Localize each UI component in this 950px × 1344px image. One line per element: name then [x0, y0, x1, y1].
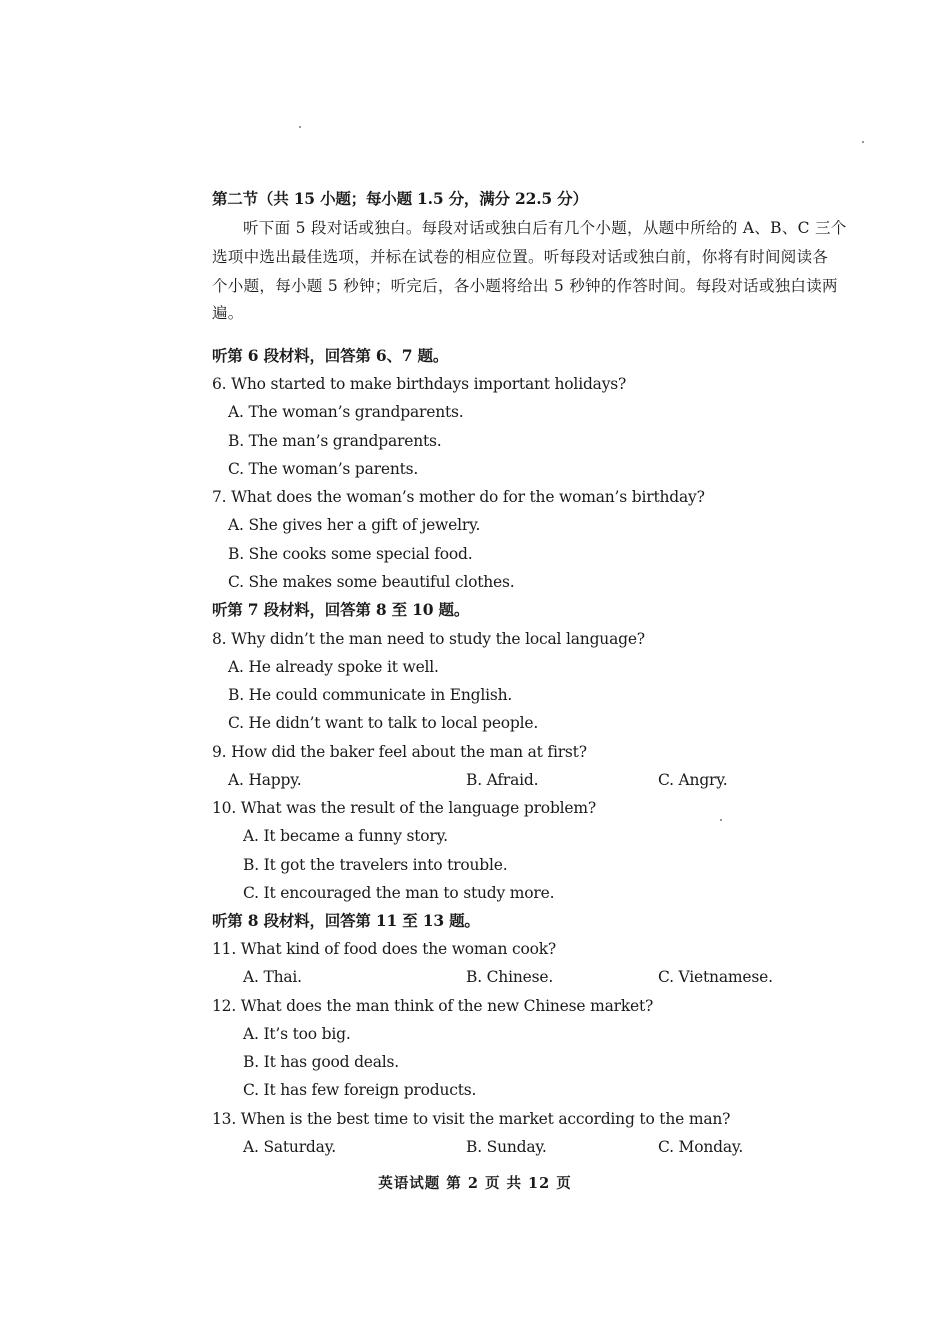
section-intro-line: 个小题，每小题 5 秒钟；听完后，各小题将给出 5 秒钟的作答时间。每段对话或独白读两: [212, 277, 838, 295]
answer-option: C. He didn’t want to talk to local people.: [228, 714, 539, 732]
answer-option: B. He could communicate in English.: [228, 686, 513, 704]
answer-option: A. Saturday.: [243, 1138, 336, 1156]
answer-option: C. The woman’s parents.: [228, 460, 419, 478]
question-text: 6. Who started to make birthdays important holidays?: [212, 375, 627, 393]
answer-option: B. Chinese.: [466, 968, 554, 986]
page-footer: 英语试题 第 2 页 共 12 页: [378, 1175, 572, 1192]
question-text: 8. Why didn’t the man need to study the local language?: [212, 630, 645, 648]
scan-speck: [299, 126, 301, 128]
passage-heading: 听第 7 段材料，回答第 8 至 10 题。: [212, 600, 470, 619]
section-intro-line: 选项中选出最佳选项，并标在试卷的相应位置。听每段对话或独白前，你将有时间阅读各: [212, 248, 829, 266]
passage-heading: 听第 6 段材料，回答第 6、7 题。: [212, 346, 449, 365]
answer-option: A. The woman’s grandparents.: [228, 403, 464, 421]
answer-option: B. It has good deals.: [243, 1053, 400, 1071]
question-text: 11. What kind of food does the woman cook?: [212, 940, 557, 958]
answer-option: A. Happy.: [228, 771, 302, 789]
answer-option: B. Sunday.: [466, 1138, 547, 1156]
answer-option: C. It encouraged the man to study more.: [243, 884, 555, 902]
question-text: 12. What does the man think of the new Chinese market?: [212, 997, 654, 1015]
section-intro-line: 遍。: [212, 304, 244, 322]
answer-option: C. It has few foreign products.: [243, 1081, 477, 1099]
answer-option: A. He already spoke it well.: [228, 658, 439, 676]
answer-option: C. Monday.: [658, 1138, 744, 1156]
answer-option: B. Afraid.: [466, 771, 539, 789]
scan-speck: [720, 819, 722, 821]
question-text: 10. What was the result of the language problem?: [212, 799, 597, 817]
answer-option: A. It became a funny story.: [243, 827, 448, 845]
answer-option: C. She makes some beautiful clothes.: [228, 573, 515, 591]
question-text: 7. What does the woman’s mother do for the woman’s birthday?: [212, 488, 705, 506]
scan-speck: [862, 141, 864, 143]
answer-option: C. Angry.: [658, 771, 728, 789]
section-title: 第二节（共 15 小题；每小题 1.5 分，满分 22.5 分）: [212, 189, 588, 208]
passage-heading: 听第 8 段材料，回答第 11 至 13 题。: [212, 911, 480, 930]
answer-option: B. She cooks some special food.: [228, 545, 473, 563]
answer-option: A. It’s too big.: [243, 1025, 351, 1043]
section-intro-line: 听下面 5 段对话或独白。每段对话或独白后有几个小题，从题中所给的 A、B、C 三个: [243, 219, 847, 237]
answer-option: B. It got the travelers into trouble.: [243, 856, 508, 874]
question-text: 13. When is the best time to visit the market according to the man?: [212, 1110, 731, 1128]
answer-option: A. She gives her a gift of jewelry.: [228, 516, 481, 534]
answer-option: A. Thai.: [243, 968, 302, 986]
answer-option: B. The man’s grandparents.: [228, 432, 442, 450]
answer-option: C. Vietnamese.: [658, 968, 773, 986]
question-text: 9. How did the baker feel about the man at first?: [212, 743, 587, 761]
